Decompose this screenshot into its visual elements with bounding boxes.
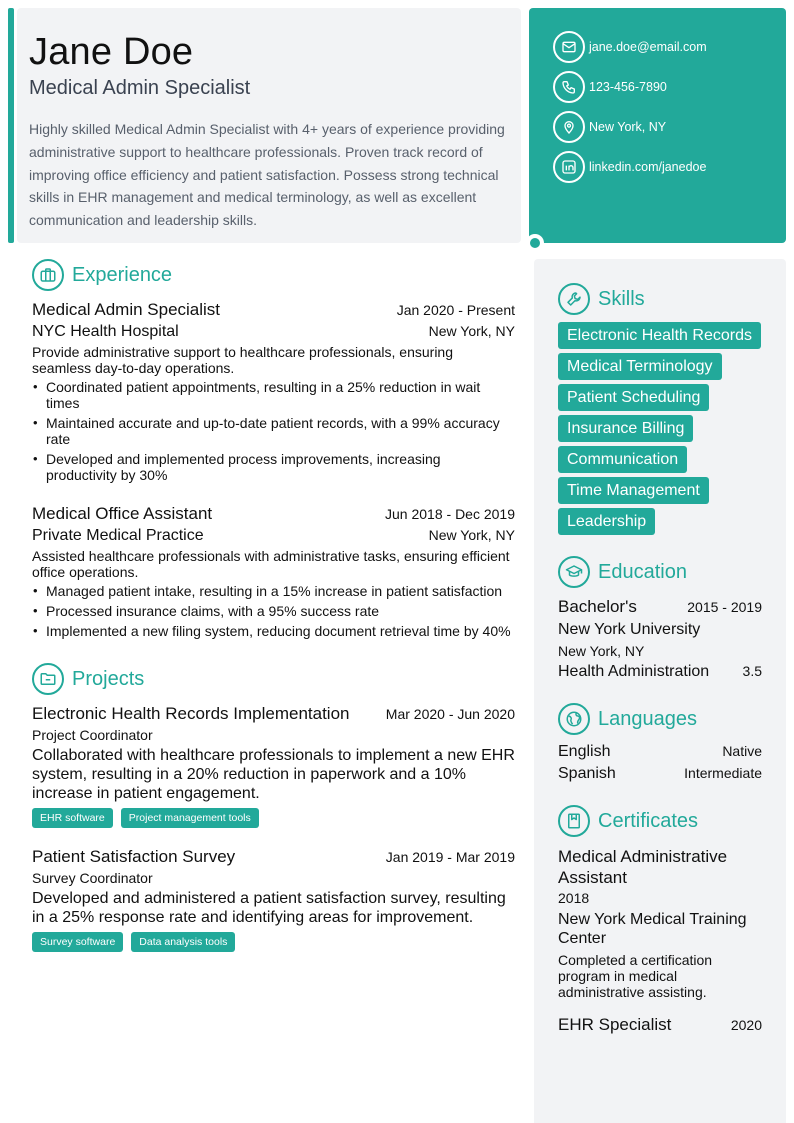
graduation-cap-icon bbox=[558, 556, 590, 588]
email-text: jane.doe@email.com bbox=[589, 40, 707, 54]
project-dates: Mar 2020 - Jun 2020 bbox=[385, 706, 515, 722]
language-level: Native bbox=[722, 743, 762, 759]
skill-chip: Insurance Billing bbox=[558, 415, 693, 442]
header-accent-bar bbox=[8, 8, 14, 243]
skill-chip: Electronic Health Records bbox=[558, 322, 761, 349]
project-entry bbox=[32, 847, 515, 952]
job-bullet: • Implemented a new filing system, reducing document retrieval time by 40% bbox=[32, 623, 515, 639]
summary-text: Highly skilled Medical Admin Specialist with 4+ years of experience providing administrative support to healthcare professionals. Proven track record of improving office efficiency and patient satisfaction. Possess strong technical skills in EHR management and medical terminology, as well as excellent communication and leadership skills. bbox=[29, 121, 505, 229]
linkedin-text: linkedin.com/janedoe bbox=[589, 160, 707, 174]
project-title: Electronic Health Records Implementation bbox=[32, 704, 350, 723]
job-title: Medical Admin Specialist bbox=[32, 300, 221, 319]
job-bullet: • Processed insurance claims, with a 95% success rate bbox=[32, 603, 515, 619]
projects-title: Projects bbox=[72, 667, 145, 690]
project-role: Project Coordinator bbox=[32, 727, 153, 743]
certificate-name: EHR Specialist bbox=[558, 1015, 672, 1034]
certificate-entry bbox=[558, 1014, 762, 1035]
linkedin-icon bbox=[553, 151, 585, 183]
contact-location bbox=[553, 111, 786, 143]
certificate-org: New York Medical Training Center bbox=[558, 911, 747, 947]
skill-chip: Time Management bbox=[558, 477, 709, 504]
projects-heading bbox=[32, 663, 144, 695]
certificate-year: 2020 bbox=[730, 1017, 762, 1033]
job-description: Provide administrative support to healthcare professionals, ensuring seamless day-to-day operations. bbox=[32, 344, 454, 376]
skills-heading bbox=[558, 283, 645, 315]
candidate-name: Jane Doe bbox=[29, 31, 194, 73]
project-tag: EHR software bbox=[32, 808, 113, 828]
skills-list bbox=[558, 322, 762, 539]
certificates-heading bbox=[558, 805, 698, 837]
skill-chip: Communication bbox=[558, 446, 687, 473]
project-entry bbox=[32, 704, 515, 828]
mail-icon bbox=[553, 31, 585, 63]
job-dates: Jun 2018 - Dec 2019 bbox=[385, 506, 515, 522]
certificates-title: Certificates bbox=[598, 809, 699, 832]
education-title: Education bbox=[598, 560, 687, 583]
job-company: Private Medical Practice bbox=[32, 527, 204, 544]
job-entry bbox=[32, 300, 515, 487]
phone-text: 123-456-7890 bbox=[589, 80, 667, 94]
language-name: Spanish bbox=[558, 765, 616, 782]
experience-heading bbox=[32, 259, 172, 291]
job-entry bbox=[32, 504, 515, 643]
certificate-entry bbox=[558, 846, 762, 1000]
language-level: Intermediate bbox=[684, 765, 762, 781]
job-location: New York, NY bbox=[428, 323, 515, 339]
job-bullet: • Coordinated patient appointments, resulting in a 25% reduction in wait times bbox=[32, 379, 515, 411]
job-title: Medical Office Assistant bbox=[32, 504, 213, 523]
project-dates: Jan 2019 - Mar 2019 bbox=[385, 849, 515, 865]
project-tag: Project management tools bbox=[121, 808, 259, 828]
school-name: New York University bbox=[558, 621, 701, 638]
project-tag: Data analysis tools bbox=[131, 932, 235, 952]
header-panel bbox=[17, 8, 521, 243]
folder-icon bbox=[32, 663, 64, 695]
project-tags bbox=[32, 932, 515, 952]
contact-email[interactable] bbox=[553, 31, 786, 63]
job-company: NYC Health Hospital bbox=[32, 323, 179, 340]
education-years: 2015 - 2019 bbox=[687, 599, 762, 615]
skill-chip: Patient Scheduling bbox=[558, 384, 709, 411]
experience-title: Experience bbox=[72, 263, 173, 286]
decorative-dot bbox=[526, 234, 544, 252]
job-description: Assisted healthcare professionals with administrative tasks, ensuring efficient office operations. bbox=[32, 548, 510, 580]
certificate-year: 2018 bbox=[558, 890, 590, 906]
school-location: New York, NY bbox=[558, 643, 645, 659]
briefcase-icon bbox=[32, 259, 64, 291]
project-description: Collaborated with healthcare professionals to implement a new EHR system, resulting in a 20% reduction in paperwork and a 10% increase in patient engagement. bbox=[32, 747, 515, 802]
languages-heading bbox=[558, 703, 697, 735]
job-location: New York, NY bbox=[428, 527, 515, 543]
phone-icon bbox=[553, 71, 585, 103]
globe-icon bbox=[558, 703, 590, 735]
contact-linkedin[interactable] bbox=[553, 151, 786, 183]
job-bullets bbox=[32, 379, 515, 483]
wrench-icon bbox=[558, 283, 590, 315]
project-tag: Survey software bbox=[32, 932, 123, 952]
languages-list bbox=[558, 743, 762, 783]
skill-chip: Medical Terminology bbox=[558, 353, 722, 380]
project-tags bbox=[32, 808, 515, 828]
project-title: Patient Satisfaction Survey bbox=[32, 847, 236, 866]
project-role: Survey Coordinator bbox=[32, 870, 153, 886]
education-heading bbox=[558, 556, 687, 588]
contact-phone[interactable] bbox=[553, 71, 786, 103]
degree: Bachelor's bbox=[558, 597, 637, 616]
gpa: 3.5 bbox=[742, 663, 762, 679]
education-entry bbox=[558, 597, 762, 681]
certificate-name: Medical Administrative Assistant bbox=[558, 847, 728, 887]
language-name: English bbox=[558, 743, 611, 760]
skills-title: Skills bbox=[598, 287, 645, 310]
job-bullets bbox=[32, 583, 515, 639]
skill-chip: Leadership bbox=[558, 508, 655, 535]
field-of-study: Health Administration bbox=[558, 663, 710, 680]
project-description: Developed and administered a patient satisfaction survey, resulting in a 25% response rate and identifying areas for improvement. bbox=[32, 890, 506, 926]
job-dates: Jan 2020 - Present bbox=[396, 302, 515, 318]
map-pin-icon bbox=[553, 111, 585, 143]
certificate-icon bbox=[558, 805, 590, 837]
job-bullet: • Managed patient intake, resulting in a 15% increase in patient satisfaction bbox=[32, 583, 515, 599]
contact-panel bbox=[529, 8, 786, 243]
candidate-role: Medical Admin Specialist bbox=[29, 77, 251, 99]
location-text: New York, NY bbox=[589, 120, 667, 134]
job-bullet: • Maintained accurate and up-to-date patient records, with a 99% accuracy rate bbox=[32, 415, 515, 447]
languages-title: Languages bbox=[598, 707, 697, 730]
job-bullet: • Developed and implemented process improvements, increasing productivity by 30% bbox=[32, 451, 515, 483]
certificate-description: Completed a certification program in medical administrative assisting. bbox=[558, 952, 713, 1000]
